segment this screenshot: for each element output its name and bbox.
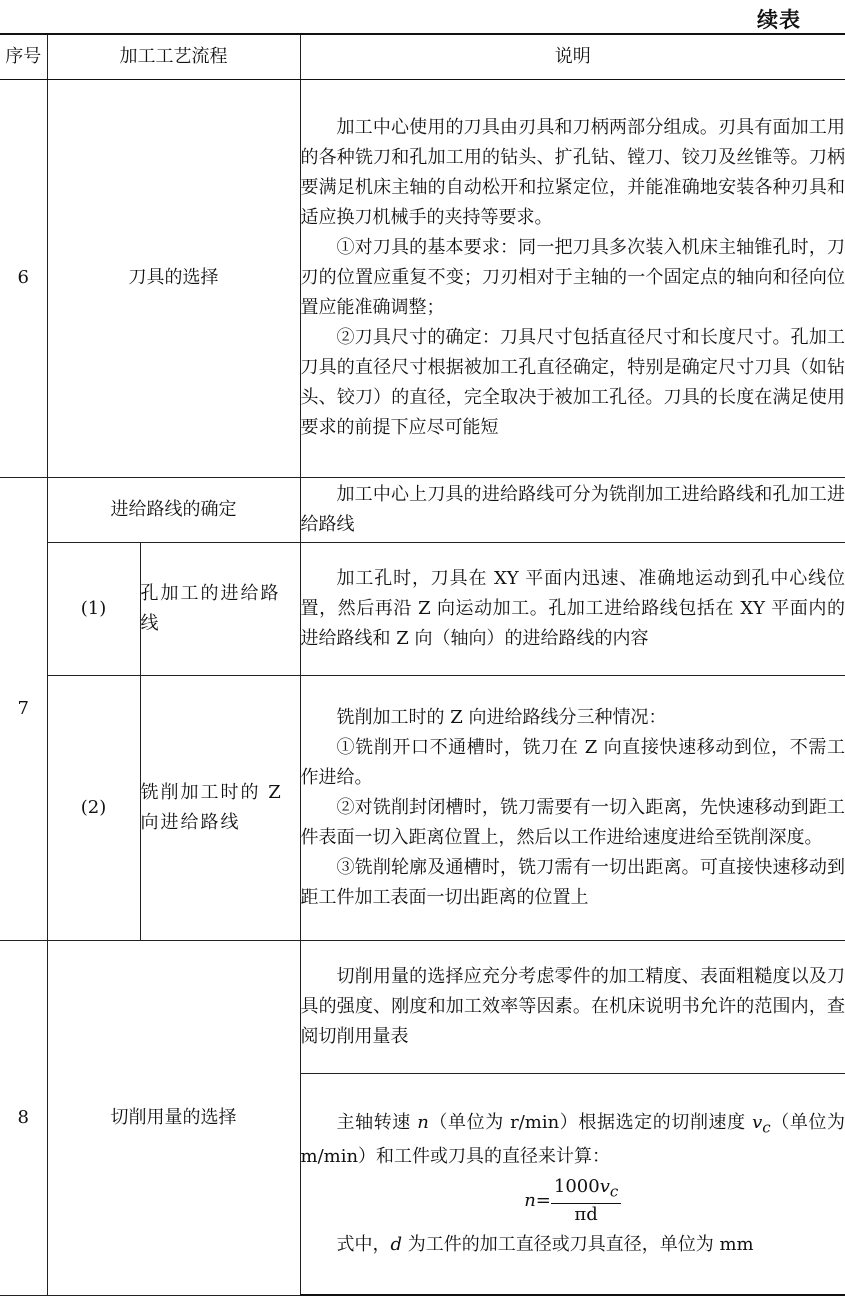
row-7-desc — [300, 477, 845, 542]
speed-text-3: （单位为 m/min）和工件或刀具的直径来计算： — [300, 1111, 845, 1168]
row-7-1-idx: (1) — [47, 542, 140, 675]
process-table — [0, 33, 845, 1296]
row-8-para-1: 切削用量的选择应充分考虑零件的加工精度、表面粗糙度以及刀具的强度、刚度和加工效率等因素。在机床说明书允许的范围内，查阅切削用量表 — [300, 965, 845, 1047]
row-8-desc-2 — [300, 1073, 845, 1295]
formula-denominator: πd — [574, 1203, 598, 1225]
row-6-process: 刀具的选择 — [47, 79, 300, 477]
row-7-2-desc — [300, 675, 845, 940]
formula-numerator — [551, 1176, 621, 1204]
row-7-1-process: 孔加工的进给路线 — [140, 542, 300, 675]
row-8-no: 8 — [0, 940, 47, 1295]
speed-text-2: （单位为 r/min）根据选定的切削速度 — [428, 1111, 746, 1133]
header-no: 序号 — [0, 34, 47, 79]
row-8-where-text — [301, 1230, 845, 1260]
row-7-2-para-3: ②对铣削封闭槽时，铣刀需要有一切入距离，先快速移动到距工件表面一切入距离位置上，然后以工作进给速度进给至铣削深度。 — [300, 796, 845, 848]
row-7-process: 进给路线的确定 — [47, 477, 300, 542]
var-vc — [752, 1111, 771, 1137]
row-7-2-process: 铣削加工时的 Z 向进给路线 — [140, 675, 300, 940]
row-6-desc — [300, 79, 845, 477]
row-6-para-2: ①对刀具的基本要求：同一把刀具多次装入机床主轴锥孔时，刀刃的位置应重复不变；刀刃相对于主轴的一个固定点的轴向和径向位置应能准确调整； — [300, 237, 845, 318]
where-text-1: 式中， — [336, 1233, 391, 1255]
speed-formula — [301, 1176, 845, 1226]
formula-num-v-sub: c — [609, 1182, 619, 1201]
row-7-para-1: 加工中心上刀具的进给路线可分为铣削加工进给路线和孔加工进给路线 — [300, 483, 845, 535]
table-row-7-2 — [0, 675, 845, 940]
row-8-desc-1 — [300, 940, 845, 1073]
row-8-speed-text — [301, 1108, 845, 1173]
formula-fraction — [551, 1176, 621, 1226]
row-6-no: 6 — [0, 79, 47, 477]
row-7-1-desc — [300, 542, 845, 675]
row-7-1-para-1: 加工孔时，刀具在 XY 平面内迅速、准确地运动到孔中心线位置，然后再沿 Z 向运动加工。孔加工进给路线包括在 XY 平面内的进给路线和 Z 向（轴向）的进给路线的内容 — [300, 567, 845, 649]
row-7-no: 7 — [0, 477, 47, 940]
row-6-para-3: ②刀具尺寸的确定：刀具尺寸包括直径尺寸和长度尺寸。孔加工刀具的直径尺寸根据被加工孔直径确定，特别是确定尺寸刀具（如钻头、铰刀）的直径，完全取决于被加工孔径。刀具的长度在满足使用要求的前提下应尽可能短 — [300, 327, 845, 438]
header-desc: 说明 — [300, 34, 845, 79]
formula-num-v-letter: v — [599, 1176, 610, 1198]
table-row-8 — [0, 940, 845, 1073]
header-process: 加工工艺流程 — [47, 34, 300, 79]
row-7-2-para-4: ③铣削轮廓及通槽时，铣刀需有一切出距离。可直接快速移动到距工件加工表面一切出距离的位置上 — [300, 856, 845, 908]
row-7-2-idx: (2) — [47, 675, 140, 940]
formula-num-v — [599, 1176, 619, 1201]
row-8-process: 切削用量的选择 — [47, 940, 300, 1295]
where-text-2: 为工件的加工直径或刀具直径，单位为 mm — [402, 1233, 754, 1255]
row-6-para-1: 加工中心使用的刀具由刃具和刀柄两部分组成。刃具有面加工用的各种铣刀和孔加工用的钻头、扩孔钻、镗刀、铰刀及丝锥等。刀柄要满足机床主轴的自动松开和拉紧定位，并能准确地安装各种刃具和适应换刀机械手的夹持等要求。 — [300, 117, 845, 228]
var-n: n — [417, 1111, 429, 1133]
table-row-7 — [0, 477, 845, 542]
var-v: v — [752, 1111, 763, 1133]
var-d: d — [390, 1233, 403, 1255]
row-7-2-para-2: ①铣削开口不通槽时，铣刀在 Z 向直接快速移动到位，不需工作进给。 — [300, 736, 845, 788]
table-header-row — [0, 34, 845, 79]
table-row-7-1 — [0, 542, 845, 675]
speed-text-1: 主轴转速 — [336, 1111, 411, 1133]
var-c-subscript: c — [762, 1118, 771, 1137]
table-row-6 — [0, 79, 845, 477]
row-7-2-para-1: 铣削加工时的 Z 向进给路线分三种情况： — [336, 706, 667, 728]
formula-num-const: 1000 — [553, 1176, 600, 1198]
continued-table-label: 续表 — [757, 7, 801, 32]
formula-lhs: n= — [524, 1190, 551, 1212]
